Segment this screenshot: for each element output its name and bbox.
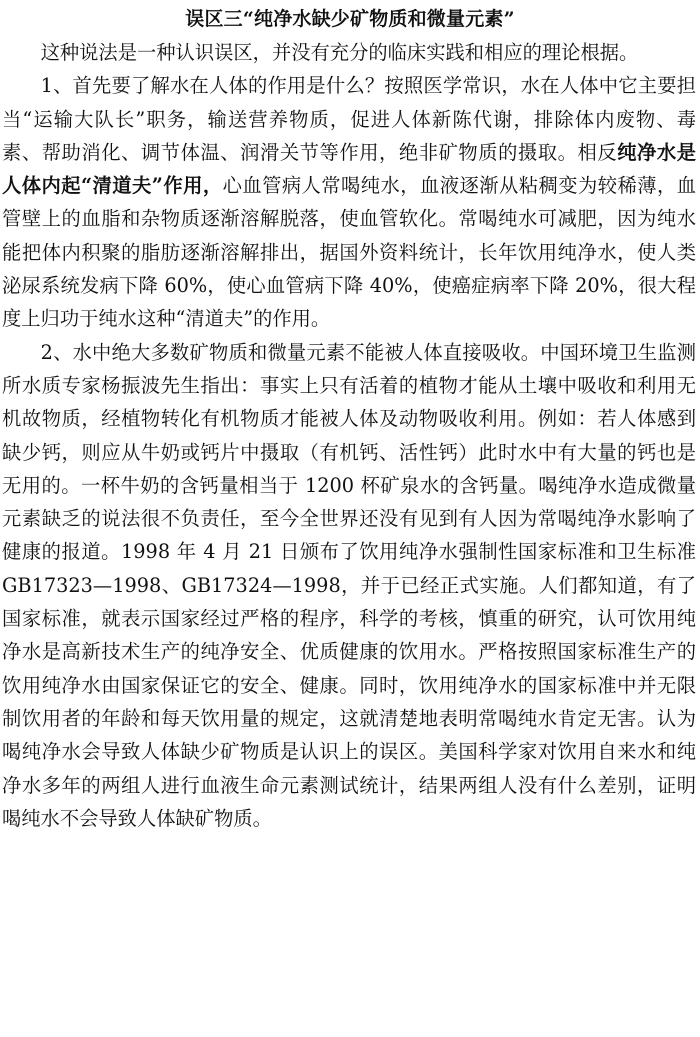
page-title: 误区三“纯净水缺少矿物质和微量元素” [185, 8, 515, 30]
paragraph-text: 心血管病人常喝纯水，血液逐渐从粘稠变为较稀薄，血管壁上的血脂和杂物质逐渐溶解脱落，使血管软化。常喝纯水可减肥，因为纯水能把体内积聚的脂肪逐渐溶解排出，据国外资料统计，长年饮用纯净水，使人类泌尿系统发病下降 60%，使心血管病下降 40%，使癌症病率下降 20%，很大程度上归功于纯水这种“清道夫”的作用。 [2, 174, 697, 331]
paragraph-point-2 [2, 336, 696, 835]
document-body [2, 36, 696, 835]
paragraph-point-1 [2, 69, 696, 335]
emphasized-text: 纯净水是人体内起“清道夫”作用， [2, 140, 697, 198]
paragraph-text: 2、水中绝大多数矿物质和微量元素不能被人体直接吸收。中国环境卫生监测所水质专家杨振波先生指出：事实上只有活着的植物才能从土壤中吸收和利用无机故物质，经植物转化有机物质才能被人体及动物吸收利用。例如：若人体感到缺少钙，则应从牛奶或钙片中摄取（有机钙、活性钙）此时水中有大量的钙也是无用的。一杯牛奶的含钙量相当于 1200 杯矿泉水的含钙量。喝纯净水造成微量元素缺乏的说法很不负责任，至今全世界还没有见到有人因为常喝纯净水影响了健康的报道。1998 年 4 月 21 日颁布了饮用纯净水强制性国家标准和卫生标准 GB17323—1998、GB17324—1998，并于已经正式实施。人们都知道，有了国家标准，就表示国家经过严格的程序，科学的考核，慎重的研究，认可饮用纯净水是高新技术生产的纯净安全、优质健康的饮用水。严格按照国家标准生产的饮用纯净水由国家保证它的安全、健康。同时，饮用纯净水的国家标准中并无限制饮用者的年龄和每天饮用量的规定，这就清楚地表明常喝纯水肯定无害。认为喝纯净水会导致人体缺少矿物质是认识上的误区。美国科学家对饮用自来水和纯净水多年的两组人进行血液生命元素测试统计，结果两组人没有什么差别，证明喝纯水不会导致人体缺矿物质。 [2, 340, 696, 830]
paragraph-text: 1、首先要了解水在人体的作用是什么？按照医学常识，水在人体中它主要担当“运输大队长”职务，输送营养物质，促进人体新陈代谢，排除体内废物、毒素、帮助消化、调节体温、润滑关节等作用，绝非矿物质的摄取。相反 [2, 74, 696, 164]
paragraph-text: 这种说法是一种认识误区，并没有充分的临床实践和相应的理论根据。 [40, 41, 639, 64]
paragraph-intro [2, 36, 696, 69]
